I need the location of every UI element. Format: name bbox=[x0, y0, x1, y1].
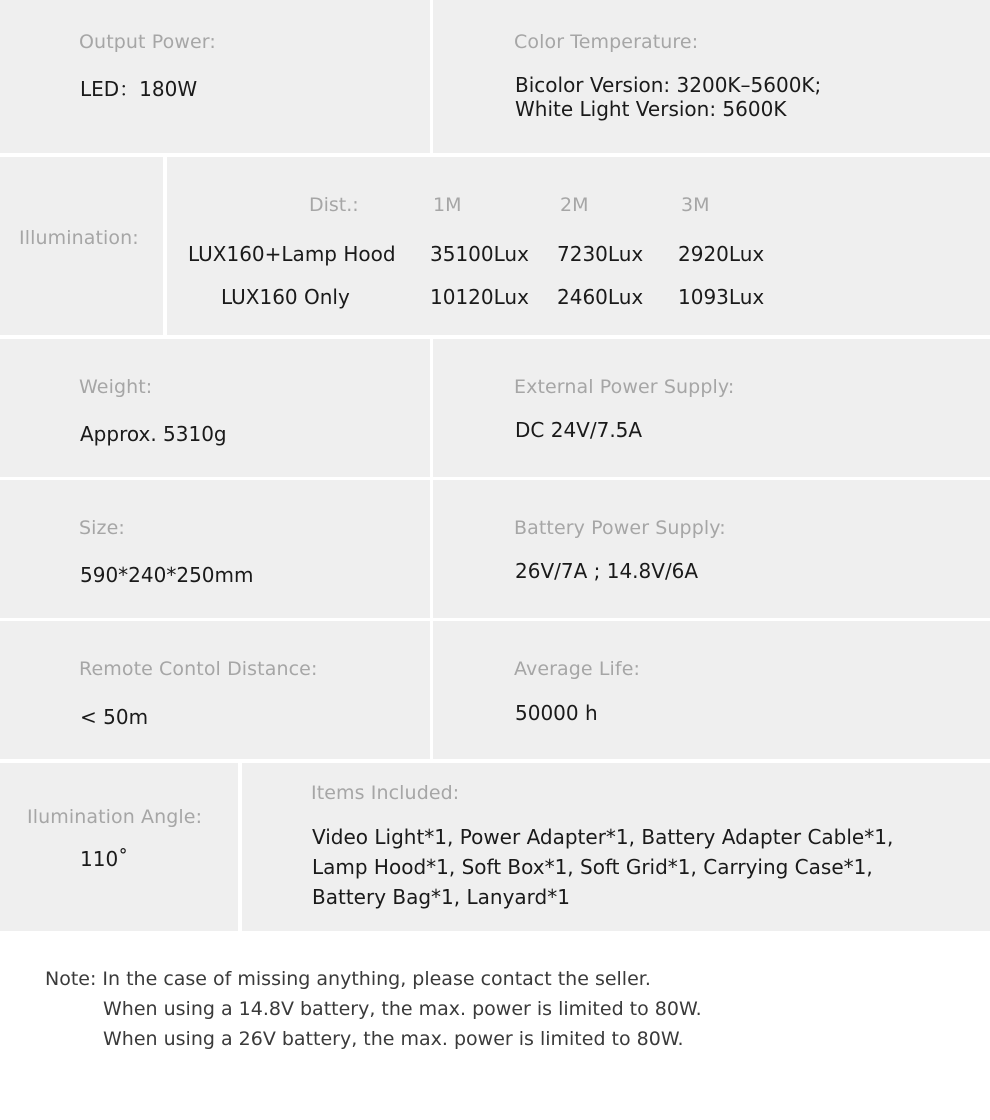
external-power-cell bbox=[433, 339, 990, 477]
output-power-label: Output Power: bbox=[79, 31, 216, 53]
weight-label: Weight: bbox=[79, 376, 153, 398]
illumination-label-cell bbox=[0, 157, 163, 335]
illumination-label: Illumination: bbox=[19, 227, 139, 249]
illumination-col-1m: 1M bbox=[433, 194, 462, 216]
external-power-value: DC 24V/7.5A bbox=[515, 418, 643, 442]
battery-power-label: Battery Power Supply: bbox=[514, 517, 726, 539]
note-line1: Note: In the case of missing anything, please contact the seller. bbox=[45, 968, 651, 990]
output-power-value: LED：180W bbox=[80, 77, 198, 101]
note-line2: When using a 14.8V battery, the max. power is limited to 80W. bbox=[103, 998, 702, 1020]
items-included-line2: Lamp Hood*1, Soft Box*1, Soft Grid*1, Carrying Case*1, bbox=[312, 855, 873, 879]
battery-power-cell bbox=[433, 480, 990, 618]
color-temperature-label: Color Temperature: bbox=[514, 31, 699, 53]
illumination-row2-1m: 10120Lux bbox=[430, 285, 529, 309]
illumination-row2-name: LUX160 Only bbox=[221, 285, 350, 309]
illumination-col-3m: 3M bbox=[681, 194, 710, 216]
size-value: 590*240*250mm bbox=[80, 563, 254, 587]
illumination-row2-2m: 2460Lux bbox=[557, 285, 644, 309]
average-life-label: Average Life: bbox=[514, 658, 641, 680]
illumination-dist-header: Dist.: bbox=[309, 194, 359, 216]
illumination-row1-3m: 2920Lux bbox=[678, 242, 765, 266]
illumination-angle-cell bbox=[0, 763, 238, 931]
illumination-angle-label: Ilumination Angle: bbox=[27, 806, 203, 828]
remote-distance-cell bbox=[0, 621, 430, 759]
weight-cell bbox=[0, 339, 430, 477]
illumination-row1-name: LUX160+Lamp Hood bbox=[188, 242, 396, 266]
size-label: Size: bbox=[79, 517, 125, 539]
illumination-row1-2m: 7230Lux bbox=[557, 242, 644, 266]
illumination-table-cell bbox=[167, 157, 990, 335]
note-line3: When using a 26V battery, the max. power is limited to 80W. bbox=[103, 1028, 684, 1050]
items-included-line3: Battery Bag*1, Lanyard*1 bbox=[312, 885, 570, 909]
remote-distance-value: < 50m bbox=[80, 705, 149, 729]
external-power-label: External Power Supply: bbox=[514, 376, 735, 398]
size-cell bbox=[0, 480, 430, 618]
average-life-cell bbox=[433, 621, 990, 759]
items-included-cell bbox=[242, 763, 990, 931]
weight-value: Approx. 5310g bbox=[80, 422, 227, 446]
illumination-col-2m: 2M bbox=[560, 194, 589, 216]
battery-power-value: 26V/7A ; 14.8V/6A bbox=[515, 559, 699, 583]
illumination-row2-3m: 1093Lux bbox=[678, 285, 765, 309]
illumination-angle-value: 110˚ bbox=[80, 847, 129, 871]
illumination-row1-1m: 35100Lux bbox=[430, 242, 529, 266]
output-power-cell bbox=[0, 0, 430, 153]
color-temperature-line1: Bicolor Version: 3200K–5600K; bbox=[515, 73, 822, 97]
items-included-label: Items Included: bbox=[311, 782, 460, 804]
average-life-value: 50000 h bbox=[515, 701, 598, 725]
items-included-line1: Video Light*1, Power Adapter*1, Battery Adapter Cable*1, bbox=[312, 825, 894, 849]
color-temperature-line2: White Light Version: 5600K bbox=[515, 97, 787, 121]
remote-distance-label: Remote Contol Distance: bbox=[79, 658, 318, 680]
color-temperature-cell bbox=[433, 0, 990, 153]
